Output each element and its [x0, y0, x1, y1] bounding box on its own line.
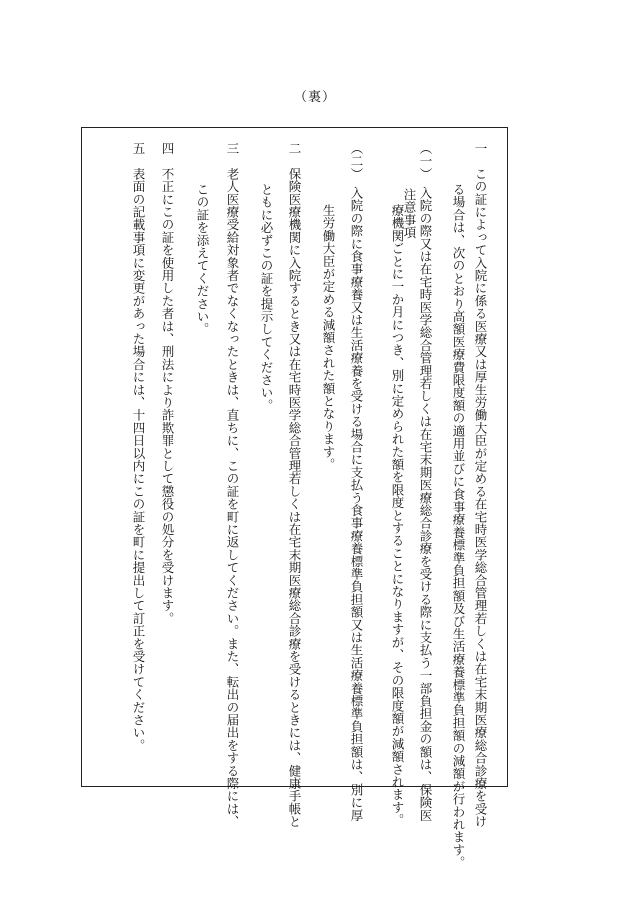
- notice-title: 注意事項: [402, 188, 417, 239]
- notice-line-6: 生労働大臣が定める減額された額となります。: [321, 204, 336, 471]
- notice-line-11: 四 不正にこの証を使用した者は、刑法により詐欺罪として懲役の処分を受けます。: [160, 142, 175, 625]
- page-side-label: （裏）: [293, 90, 336, 105]
- notice-line-4: 療機関ごとに一か月につき、別に定められた額を限度とすることになりますが、その限度額が減額されます。: [390, 204, 405, 827]
- notice-line-9: 三 老人医療受給対象者でなくなったときは、直ちに、この証を町に返してください。また、転出の届出をする際には、: [225, 142, 240, 828]
- notice-frame: [81, 127, 508, 869]
- notice-line-8: ともに必ずこの証を提示してください。: [259, 183, 274, 412]
- notice-line-10: この証を添えてください。: [195, 183, 210, 336]
- notice-line-2: る場合は、次のとおり高額医療費限度額の適用並びに食事療養標準負担額及び生活療養標準負担額の減額が行われます。: [451, 183, 466, 869]
- notice-line-3: （一） 入院の際又は在宅時医学総合管理若しくは在宅末期医療総合診療を受ける際に支払う一部負担金の額は、保険医: [418, 142, 433, 822]
- notice-line-5: （二） 入院の際に食事療養又は生活療養を受ける場合に支払う食事療養標準負担額又は生活療養標準負担額は、別に厚: [349, 142, 364, 822]
- notice-line-12: 五 表面の記載事項に変更があった場合には、十四日以内にこの証を町に提出して訂正を受けてください。: [131, 142, 146, 752]
- notice-line-1: 一 この証によって入院に係る医療又は厚生労働大臣が定める在宅時医学総合管理若しくは在宅末期医療総合診療を受け: [473, 142, 488, 828]
- notice-line-7: 二 保険医療機関に入院するとき又は在宅時医学総合管理若しくは在宅末期医療総合診療を受けるときには、健康手帳と: [287, 142, 302, 828]
